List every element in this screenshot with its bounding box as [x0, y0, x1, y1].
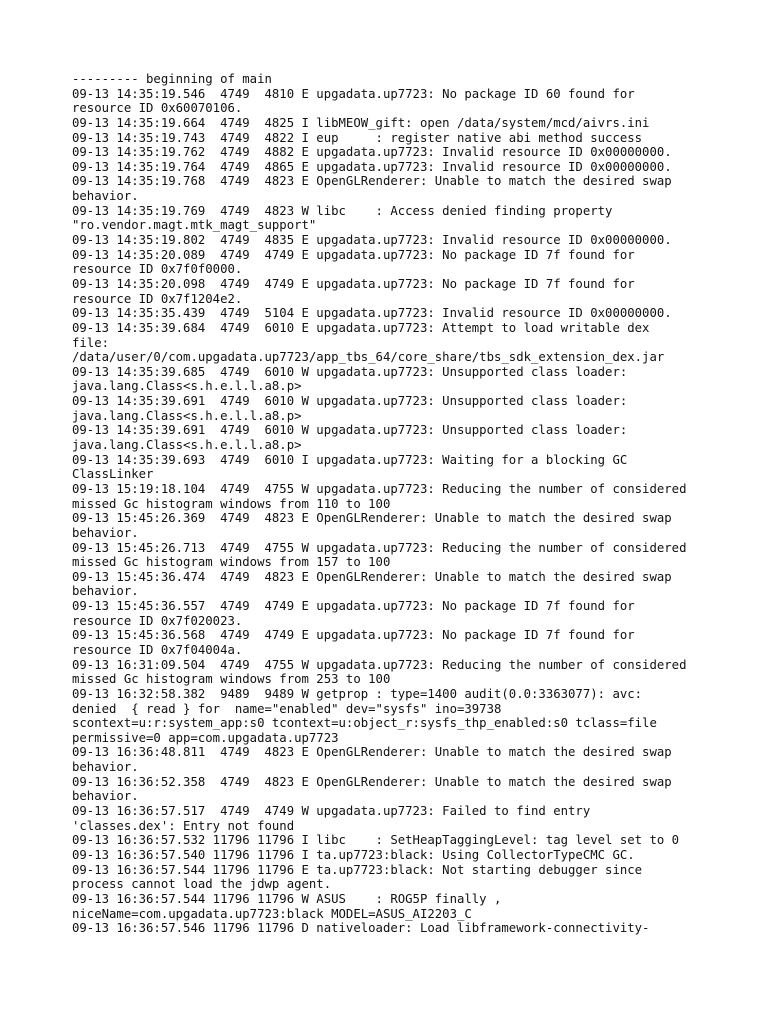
log-line: behavior.	[72, 760, 139, 775]
log-line: resource ID 0x7f1204e2.	[72, 291, 243, 306]
log-text	[72, 72, 752, 936]
log-line: 09-13 16:36:57.544 11796 11796 W ASUS : ROG5P finally ,	[72, 891, 502, 906]
log-line: resource ID 0x7f0f0000.	[72, 262, 243, 277]
log-line: missed Gc histogram windows from 157 to 100	[72, 555, 391, 570]
log-line: 09-13 16:36:57.546 11796 11796 D nativeloader: Load libframework-connectivity-	[72, 921, 650, 936]
log-line: behavior.	[72, 789, 139, 804]
log-line: 09-13 16:36:57.517 4749 4749 W upgadata.up7723: Failed to find entry	[72, 804, 591, 819]
log-line: missed Gc histogram windows from 253 to 100	[72, 672, 391, 687]
log-line: behavior.	[72, 525, 139, 540]
log-line: 09-13 14:35:35.439 4749 5104 E upgadata.up7723: Invalid resource ID 0x00000000.	[72, 306, 672, 321]
log-line: 09-13 16:36:57.544 11796 11796 E ta.up7723:black: Not starting debugger since	[72, 862, 643, 877]
log-line: 09-13 16:36:57.540 11796 11796 I ta.up7723:black: Using CollectorTypeCMC GC.	[72, 847, 635, 862]
log-line: resource ID 0x7f020023.	[72, 613, 243, 628]
log-line: 09-13 14:35:19.762 4749 4882 E upgadata.up7723: Invalid resource ID 0x00000000.	[72, 145, 672, 160]
log-line: 09-13 16:31:09.504 4749 4755 W upgadata.up7723: Reducing the number of considered	[72, 657, 687, 672]
log-line: resource ID 0x7f04004a.	[72, 642, 243, 657]
log-line: 09-13 16:36:48.811 4749 4823 E OpenGLRenderer: Unable to match the desired swap	[72, 745, 672, 760]
log-line: 09-13 14:35:19.664 4749 4825 I libMEOW_gift: open /data/system/mcd/aivrs.ini	[72, 115, 650, 130]
log-line: behavior.	[72, 189, 139, 204]
log-line: 09-13 14:35:19.769 4749 4823 W libc : Access denied finding property	[72, 203, 613, 218]
log-line: java.lang.Class<s.h.e.l.l.a8.p>	[72, 379, 302, 394]
log-line: java.lang.Class<s.h.e.l.l.a8.p>	[72, 408, 302, 423]
log-line: missed Gc histogram windows from 110 to 100	[72, 496, 391, 511]
log-line: 09-13 15:45:26.369 4749 4823 E OpenGLRenderer: Unable to match the desired swap	[72, 511, 672, 526]
log-line: 09-13 14:35:20.098 4749 4749 E upgadata.up7723: No package ID 7f found for	[72, 276, 635, 291]
log-line: 09-13 15:45:36.568 4749 4749 E upgadata.up7723: No package ID 7f found for	[72, 628, 635, 643]
log-line: "ro.vendor.magt.mtk_magt_support"	[72, 218, 317, 233]
log-line: 09-13 15:45:36.474 4749 4823 E OpenGLRenderer: Unable to match the desired swap	[72, 569, 672, 584]
log-line: --------- beginning of main	[72, 72, 272, 86]
log-line: resource ID 0x60070106.	[72, 101, 243, 116]
log-line: 09-13 16:32:58.382 9489 9489 W getprop : type=1400 audit(0.0:3363077): avc:	[72, 686, 643, 701]
log-line: /data/user/0/com.upgadata.up7723/app_tbs_64/core_share/tbs_sdk_extension_dex.jar	[72, 350, 665, 365]
log-line: 09-13 14:35:39.691 4749 6010 W upgadata.up7723: Unsupported class loader:	[72, 394, 628, 409]
log-line: 09-13 15:19:18.104 4749 4755 W upgadata.up7723: Reducing the number of considered	[72, 481, 687, 496]
log-line: java.lang.Class<s.h.e.l.l.a8.p>	[72, 438, 302, 453]
log-line: process cannot load the jdwp agent.	[72, 877, 332, 892]
log-line: niceName=com.upgadata.up7723:black MODEL=ASUS_AI2203_C	[72, 906, 472, 921]
log-line: permissive=0 app=com.upgadata.up7723	[72, 730, 339, 745]
log-line: 09-13 14:35:39.691 4749 6010 W upgadata.up7723: Unsupported class loader:	[72, 423, 628, 438]
log-line: scontext=u:r:system_app:s0 tcontext=u:object_r:sysfs_thp_enabled:s0 tclass=file	[72, 716, 657, 731]
log-line: 09-13 14:35:39.693 4749 6010 I upgadata.up7723: Waiting for a blocking GC	[72, 452, 628, 467]
log-line: 09-13 14:35:19.743 4749 4822 I eup : register native abi method success	[72, 130, 643, 145]
log-line: 09-13 16:36:57.532 11796 11796 I libc : SetHeapTaggingLevel: tag level set to 0	[72, 833, 680, 848]
log-line: 'classes.dex': Entry not found	[72, 818, 295, 833]
log-line: 09-13 16:36:52.358 4749 4823 E OpenGLRenderer: Unable to match the desired swap	[72, 774, 672, 789]
log-line: 09-13 14:35:19.764 4749 4865 E upgadata.up7723: Invalid resource ID 0x00000000.	[72, 159, 672, 174]
log-line: 09-13 14:35:19.546 4749 4810 E upgadata.up7723: No package ID 60 found for	[72, 86, 635, 101]
log-line: 09-13 14:35:19.802 4749 4835 E upgadata.up7723: Invalid resource ID 0x00000000.	[72, 233, 672, 248]
log-line: behavior.	[72, 584, 139, 599]
log-line: 09-13 15:45:36.557 4749 4749 E upgadata.up7723: No package ID 7f found for	[72, 599, 635, 614]
log-line: file:	[72, 335, 110, 350]
log-line: 09-13 14:35:19.768 4749 4823 E OpenGLRenderer: Unable to match the desired swap	[72, 174, 672, 189]
log-line: 09-13 14:35:20.089 4749 4749 E upgadata.up7723: No package ID 7f found for	[72, 247, 635, 262]
log-line: 09-13 14:35:39.684 4749 6010 E upgadata.up7723: Attempt to load writable dex	[72, 320, 650, 335]
log-line: ClassLinker	[72, 467, 154, 482]
log-line: denied { read } for name="enabled" dev="sysfs" ino=39738	[72, 701, 502, 716]
log-line: 09-13 15:45:26.713 4749 4755 W upgadata.up7723: Reducing the number of considered	[72, 540, 687, 555]
log-line: 09-13 14:35:39.685 4749 6010 W upgadata.up7723: Unsupported class loader:	[72, 364, 628, 379]
